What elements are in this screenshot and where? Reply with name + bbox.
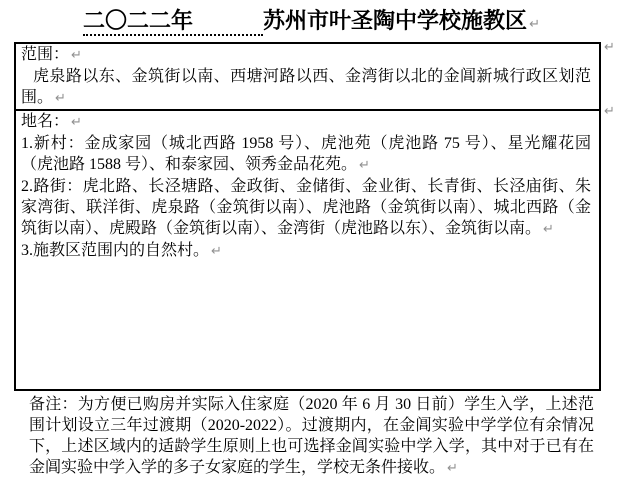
range-label: 范围： [21,46,70,63]
range-body: 虎泉路以东、金筑街以南、西塘河路以西、金湾街以北的金阊新城行政区划范围。 [21,68,591,106]
table-row-range [15,43,600,110]
paragraph-mark-icon: ↵ [71,48,82,63]
places-item-newvillage [21,133,591,176]
paragraph-mark-icon: ↵ [529,17,540,32]
range-label-paragraph [21,44,591,66]
paragraph-mark-icon: ↵ [71,115,82,130]
range-cell [15,43,600,110]
places-item-streets [21,176,591,240]
remark-text: 备注：为方便已购房并实际入住家庭（2020 年 6 月 30 日前）学生入学，上述范围计划设立三年过渡期（2020-2022）。过渡期内，在金阊实验中学学位有余情况下，上述区域内的适龄学生原则上也可选择金阊实验中学入学，其中对于已有在金阊实验中学入学的多子女家庭的学生，学校无条件接收。 [29,396,594,476]
row-end-mark-icon: ↵ [604,40,615,55]
paragraph-mark-icon: ↵ [447,461,458,476]
range-body-paragraph [21,66,591,109]
paragraph-mark-icon: ↵ [55,91,66,106]
row-end-mark-icon: ↵ [604,104,615,119]
district-table [14,42,601,391]
places-item-villages [21,240,591,262]
paragraph-mark-icon: ↵ [211,244,222,259]
places-item-text: 2.路街：虎北路、长泾塘路、金政街、金储街、金业街、长青街、长泾庙街、朱家湾街、联洋街、虎泉路（金筑街以南）、虎池路（金筑街以南）、城北西路（金筑街以南）、虎殿路（金筑街以南）、金湾街（虎池路以东）、金筑街以南。 [21,178,591,237]
places-label-paragraph [21,111,591,133]
remark-paragraph [29,394,594,479]
table-row-places [15,110,600,390]
paragraph-mark-icon: ↵ [359,158,370,173]
document-title [0,6,623,38]
places-cell [15,110,600,390]
places-item-text: 3.施教区范围内的自然村。 [21,242,210,259]
title-year: 二〇二二年 [83,8,263,36]
places-item-text: 1.新村：金成家园（城北西路 1958 号）、虎池苑（虎池路 75 号）、星光耀花园（虎池路 1588 号）、和泰家园、领秀金品花苑。 [21,135,591,173]
paragraph-mark-icon: ↵ [543,222,554,237]
title-school-name: 苏州市叶圣陶中学校施教区 [263,8,528,33]
places-label: 地名： [21,113,70,130]
